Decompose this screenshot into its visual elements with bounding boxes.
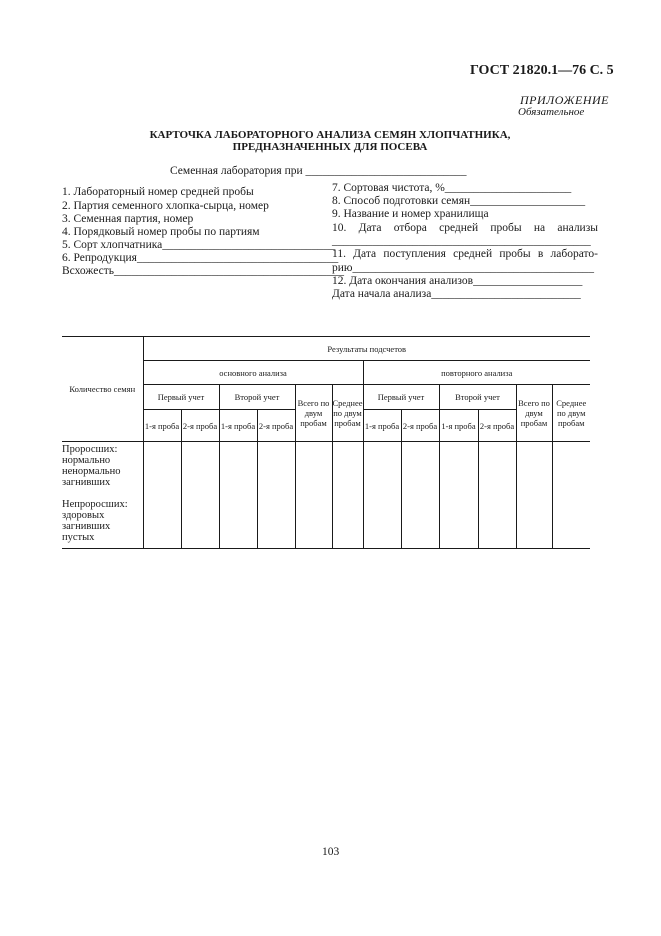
main-second-probe1-header: 1-я проба [219,410,257,442]
right-item-7: 7. Сортовая чистота, %______________________ [332,182,572,194]
form-title-line1: КАРТОЧКА ЛАБОРАТОРНОГО АНАЛИЗА СЕМЯН ХЛОПЧАТНИКА, [149,129,511,141]
left-item-3: 3. Семенная партия, номер [62,213,194,225]
data-cell[interactable] [219,442,257,549]
data-cell[interactable] [401,442,439,549]
results-header: Результаты подсчетов [143,337,590,361]
right-item-10-line: _____________________________________________ [332,235,591,247]
repeat-second-probe2-header: 2-я проба [478,410,516,442]
data-cell[interactable] [143,442,181,549]
right-item-9: 9. Название и номер хранилища [332,208,489,220]
row-labels [62,442,143,549]
germinated-label: Проросших: нормально ненормально загнивших [62,444,121,488]
main-analysis-header: основного анализа [143,361,363,385]
repeat-first-count-header: Первый учет [363,385,439,410]
right-item-10: 10. Дата отбора средней пробы на анализы [332,222,598,234]
mandatory-label: Обязательное [518,106,585,118]
table-row [62,442,590,549]
main-first-count-header: Первый учет [143,385,219,410]
data-cell[interactable] [363,442,401,549]
main-second-probe2-header: 2-я проба [257,410,295,442]
form-title-line2: ПРЕДНАЗНАЧЕННЫХ ДЛЯ ПОСЕВА [232,141,428,153]
appendix-label: ПРИЛОЖЕНИЕ [520,93,609,107]
repeat-second-probe1-header: 1-я проба [439,410,478,442]
data-cell[interactable] [332,442,363,549]
left-item-2: 2. Партия семенного хлопка-сырца, номер [62,200,269,212]
page-number: 103 [322,846,340,858]
data-cell[interactable] [257,442,295,549]
data-cell[interactable] [439,442,478,549]
results-table [62,336,590,549]
repeat-total-header: Всего по двум пробам [516,385,552,442]
data-cell[interactable] [478,442,516,549]
left-item-germination: Всхожесть________________________________________ [62,265,344,277]
repeat-average-header: Среднее по двум пробам [552,385,590,442]
main-average-header: Среднее по двум пробам [332,385,363,442]
form-title [120,129,540,153]
data-cell[interactable] [181,442,219,549]
repeat-second-count-header: Второй учет [439,385,516,410]
right-item-11: 11. Дата поступления средней пробы в лаборато- [332,248,598,260]
right-item-12: 12. Дата окончания анализов___________________ [332,275,583,287]
main-second-count-header: Второй учет [219,385,295,410]
data-cell[interactable] [516,442,552,549]
repeat-first-probe2-header: 2-я проба [401,410,439,442]
repeat-first-probe1-header: 1-я проба [363,410,401,442]
main-total-header: Всего по двум пробам [295,385,332,442]
left-item-4: 4. Порядковый номер пробы по партиям [62,226,260,238]
left-item-5: 5. Сорт хлопчатника______________________________ [62,239,335,251]
left-item-6: 6. Репродукция___________________________________ [62,252,339,264]
right-item-start-date: Дата начала анализа__________________________ [332,288,581,300]
seed-count-header: Количество семян [62,337,143,442]
data-cell[interactable] [552,442,590,549]
not-germinated-label: Непроросших: здоровых загнивших пустых [62,499,128,543]
main-first-probe2-header: 2-я проба [181,410,219,442]
data-cell[interactable] [295,442,332,549]
laboratory-field: Семенная лаборатория при ____________________________ [170,165,467,177]
right-item-8: 8. Способ подготовки семян____________________ [332,195,586,207]
repeat-analysis-header: повторного анализа [363,361,590,385]
main-first-probe1-header: 1-я проба [143,410,181,442]
right-item-11-cont: рию__________________________________________ [332,262,594,274]
left-item-1: 1. Лабораторный номер средней пробы [62,186,254,198]
document-reference: ГОСТ 21820.1—76 С. 5 [470,63,614,78]
